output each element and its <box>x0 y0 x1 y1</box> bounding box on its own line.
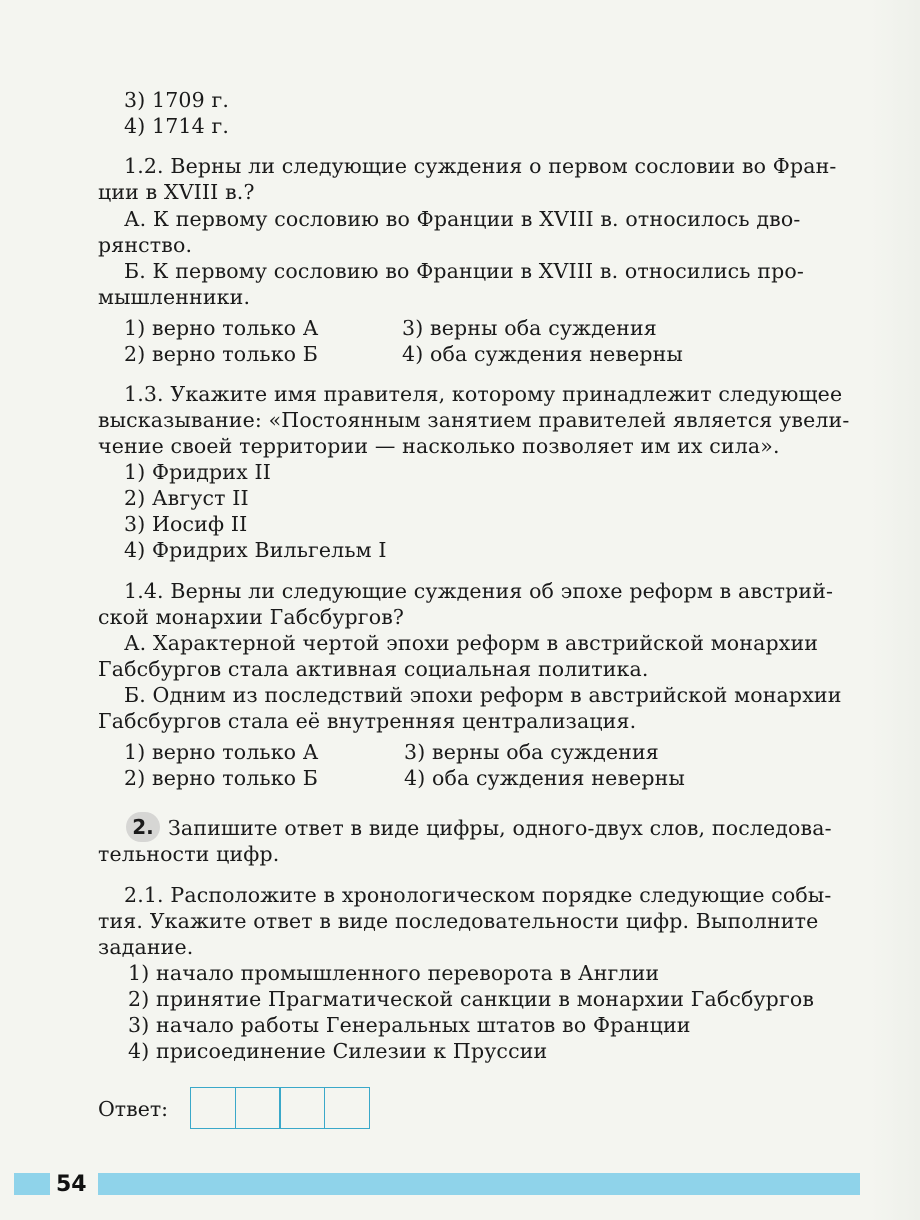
q1-3-option-1: 1) Фридрих II <box>124 460 271 484</box>
q1-4-statement-a-line1: А. Характерной чертой эпохи реформ в австрийской монархии <box>124 631 819 655</box>
q1-2-statement-a-line2: рянство. <box>98 233 193 257</box>
q1-1-option-4: 4) 1714 г. <box>124 114 230 138</box>
q1-4-statement-b-line2: Габсбургов стала её внутренняя централизация. <box>98 709 637 733</box>
page-edge <box>870 0 920 1220</box>
q1-2-question-line2: ции в XVIII в.? <box>98 180 255 204</box>
q1-4-statement-b-line1: Б. Одним из последствий эпохи реформ в австрийской монархии <box>124 683 842 707</box>
footer-bar-right <box>98 1173 860 1195</box>
q1-2-statement-a-line1: А. К первому сословию во Франции в XVIII в. относилось дво- <box>124 207 801 231</box>
q1-4-statement-a-line2: Габсбургов стала активная социальная политика. <box>98 657 649 681</box>
q1-4-question-line2: ской монархии Габсбургов? <box>98 605 405 629</box>
q1-4-option-1: 1) верно только А <box>124 740 319 764</box>
q2-1-item-2: 2) принятие Прагматической санкции в монархии Габсбургов <box>128 987 815 1011</box>
q2-1-item-1: 1) начало промышленного переворота в Англии <box>128 961 660 985</box>
q1-3-option-3: 3) Иосиф II <box>124 512 248 536</box>
section-2-instruction-line1: Запишите ответ в виде цифры, одного-двух слов, последова- <box>168 816 832 840</box>
q1-2-option-3: 3) верны оба суждения <box>402 316 657 340</box>
q1-3-option-2: 2) Август II <box>124 486 249 510</box>
answer-grid[interactable] <box>190 1087 370 1129</box>
q1-2-question-line1: 1.2. Верны ли следующие суждения о первом сословии во Фран- <box>124 154 837 178</box>
q2-1-question-line1: 2.1. Расположите в хронологическом порядке следующие собы- <box>124 883 832 907</box>
q1-2-option-4: 4) оба суждения неверны <box>402 342 683 366</box>
footer-bar-left <box>14 1173 50 1195</box>
q1-1-option-3: 3) 1709 г. <box>124 88 230 112</box>
q1-2-statement-b-line1: Б. К первому сословию во Франции в XVIII в. относились про- <box>124 259 804 283</box>
q1-4-question-line1: 1.4. Верны ли следующие суждения об эпохе реформ в австрий- <box>124 579 834 603</box>
answer-label: Ответ: <box>98 1097 169 1121</box>
q2-1-question-line3: задание. <box>98 935 194 959</box>
q1-4-option-4: 4) оба суждения неверны <box>404 766 685 790</box>
q2-1-question-line2: тия. Укажите ответ в виде последовательности цифр. Выполните <box>98 909 819 933</box>
answer-cell-4[interactable] <box>324 1087 370 1129</box>
q1-3-question-line2: высказывание: «Постоянным занятием правителей является увели- <box>98 408 850 432</box>
q2-1-item-3: 3) начало работы Генеральных штатов во Франции <box>128 1013 691 1037</box>
q1-4-option-2: 2) верно только Б <box>124 766 319 790</box>
q1-3-question-line1: 1.3. Укажите имя правителя, которому принадлежит следующее <box>124 382 843 406</box>
page-number: 54 <box>56 1172 87 1197</box>
q2-1-item-4: 4) присоединение Силезии к Пруссии <box>128 1039 548 1063</box>
answer-cell-3[interactable] <box>279 1087 325 1129</box>
q1-3-option-4: 4) Фридрих Вильгельм I <box>124 538 387 562</box>
q1-2-option-1: 1) верно только А <box>124 316 319 340</box>
q1-2-statement-b-line2: мышленники. <box>98 285 251 309</box>
section-2-instruction-line2: тельности цифр. <box>98 842 280 866</box>
q1-3-question-line3: чение своей территории — насколько позволяет им их сила». <box>98 434 780 458</box>
q1-2-option-2: 2) верно только Б <box>124 342 319 366</box>
answer-cell-1[interactable] <box>190 1087 236 1129</box>
section-number: 2. <box>132 815 154 839</box>
answer-cell-2[interactable] <box>235 1087 281 1129</box>
q1-4-option-3: 3) верны оба суждения <box>404 740 659 764</box>
